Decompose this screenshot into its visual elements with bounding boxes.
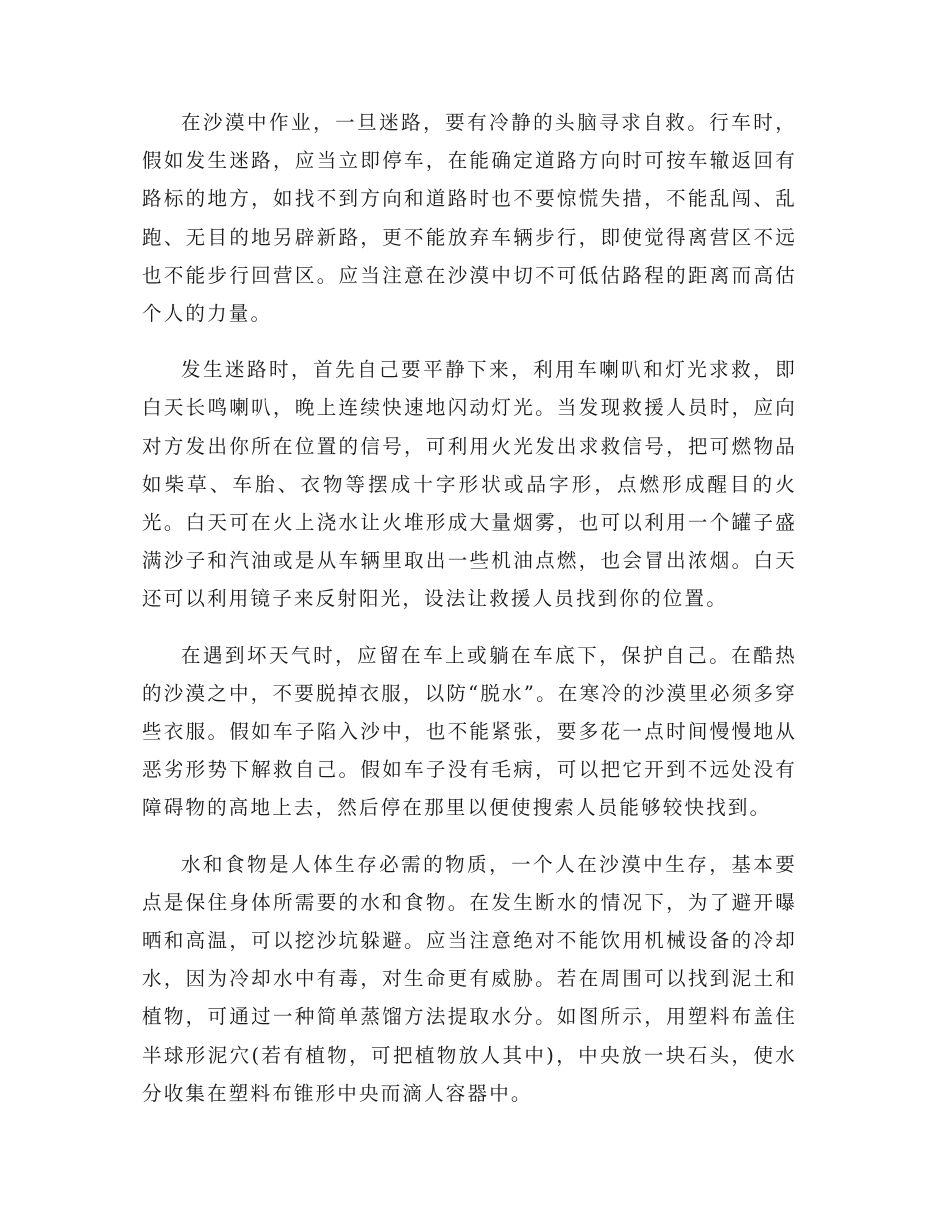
document-body [142, 104, 797, 1113]
paragraph-signaling-for-help: 发生迷路时，首先自己要平静下来，利用车喇叭和灯光求救，即白天长鸣喇叭，晚上连续快速地闪动灯光。当发现救援人员时，应向对方发出你所在位置的信号，可利用火光发出求救信号，把可燃物品如柴草、车胎、衣物等摆成十字形状或品字形，点燃形成醒目的火光。白天可在火上浇水让火堆形成大量烟雾，也可以利用一个罐子盛满沙子和汽油或是从车辆里取出一些机油点燃，也会冒出浓烟。白天还可以利用镜子来反射阳光，设法让救援人员找到你的位置。 [142, 358, 797, 611]
paragraph-lost-in-desert: 在沙漠中作业，一旦迷路，要有冷静的头脑寻求自救。行车时，假如发生迷路，应当立即停车，在能确定道路方向时可按车辙返回有路标的地方，如找不到方向和道路时也不要惊慌失措，不能乱闯、乱跑、无目的地另辟新路，更不能放弃车辆步行，即使觉得离营区不远也不能步行回营区。应当注意在沙漠中切不可低估路程的距离而高估个人的力量。 [142, 111, 797, 326]
paragraph-bad-weather: 在遇到坏天气时，应留在车上或躺在车底下，保护自己。在酷热的沙漠之中，不要脱掉衣服，以防“脱水”。在寒冷的沙漠里必须多穿些衣服。假如车子陷入沙中，也不能紧张，要多花一点时间慢慢地从恶劣形势下解救自己。假如车子没有毛病，可以把它开到不远处没有障碍物的高地上去，然后停在那里以便使搜索人员能够较快找到。 [142, 643, 797, 820]
paragraph-water-and-food: 水和食物是人体生存必需的物质，一个人在沙漠中生存，基本要点是保住身体所需要的水和食物。在发生断水的情况下，为了避开曝晒和高温，可以挖沙坑躲避。应当注意绝对不能饮用机械设备的冷却水，因为冷却水中有毒，对生命更有威胁。若在周围可以找到泥土和植物，可通过一种简单蒸馏方法提取水分。如图所示，用塑料布盖住半球形泥穴(若有植物，可把植物放人其中)，中央放一块石头，使水分收集在塑料布锥形中央而滴人容器中。 [142, 852, 797, 1105]
